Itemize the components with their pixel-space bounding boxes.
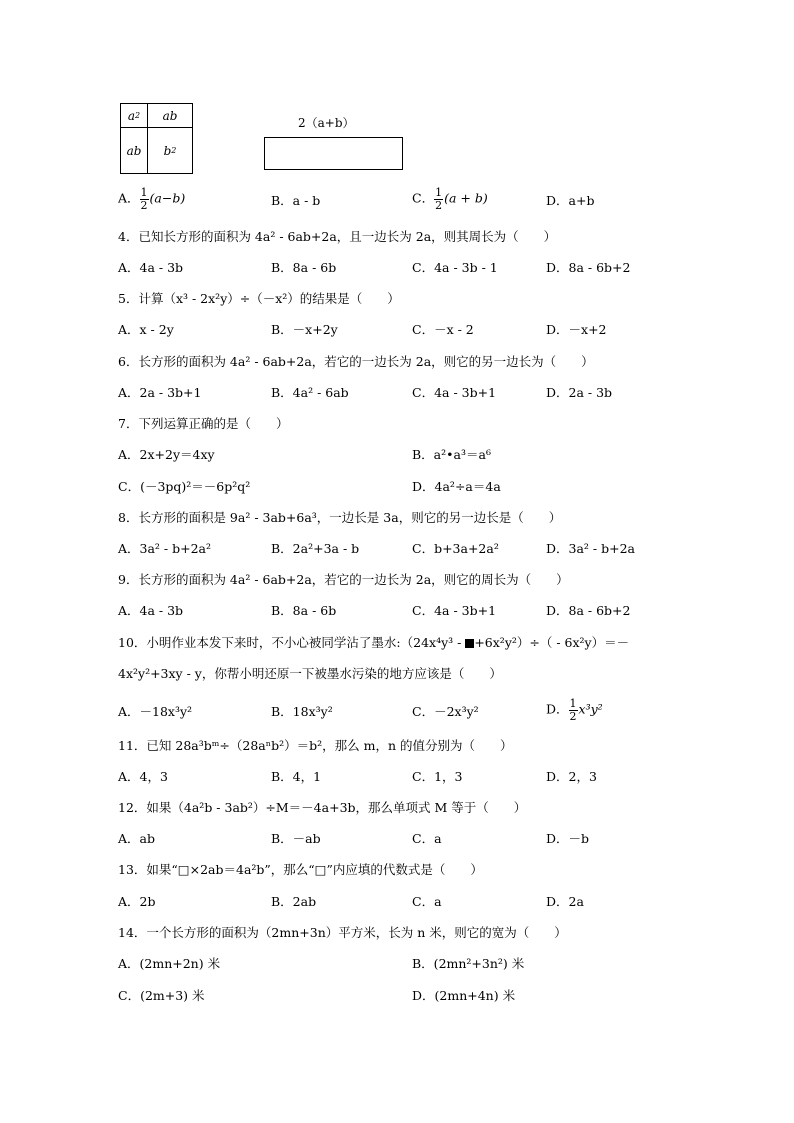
q13-option-c: C．a — [412, 894, 442, 909]
q9-option-b: B．8a - 6b — [271, 603, 337, 618]
q7-option-a: A．2x+2y＝4xy — [118, 447, 215, 462]
q12-option-c: C．a — [412, 831, 442, 846]
q10-stem-line1: 10．小明作业本发下来时，不小心被同学沾了墨水:（24x⁴y³ - +6x²y²）÷（ - 6x²y）＝－ — [118, 635, 630, 650]
q5-option-c: C．－x - 2 — [412, 322, 474, 337]
q10-stem-line2: 4x²y²+3xy - y，你帮小明还原一下被墨水污染的地方应该是（ ） — [118, 666, 502, 681]
q9-stem: 9．长方形的面积为 4a² - 6ab+2a，若它的一边长为 2a，则它的周长为（ ） — [118, 572, 569, 587]
q8-option-d: D．3a² - b+2a — [546, 541, 635, 556]
area-grid-figure — [120, 103, 193, 174]
q14-stem: 14．一个长方形的面积为（2mn+3n）平方米，长为 n 米，则它的宽为（ ） — [118, 925, 567, 940]
rectangle-label: 2（a+b） — [298, 116, 355, 130]
q5-option-a: A．x - 2y — [118, 322, 174, 337]
grid-cell-ab-left: ab — [126, 143, 142, 158]
q4-option-d: D．8a - 6b+2 — [546, 260, 631, 275]
q12-option-d: D．－b — [546, 831, 590, 846]
q13-option-a: A．2b — [118, 894, 156, 909]
q12-option-b: B．－ab — [271, 831, 321, 846]
q3-option-b: B．a - b — [271, 193, 321, 208]
q13-option-b: B．2ab — [271, 894, 317, 909]
q14-option-a: A．(2mn+2n) 米 — [118, 956, 221, 971]
q12-stem: 12．如果（4a²b - 3ab²）÷M＝－4a+3b，那么单项式 M 等于（ ） — [118, 800, 527, 815]
ink-blot-icon — [465, 639, 474, 648]
q9-option-a: A．4a - 3b — [118, 603, 184, 618]
q13-stem: 13．如果“□×2ab＝4a²b”，那么“□”内应填的代数式是（ ） — [118, 862, 483, 877]
q4-option-b: B．8a - 6b — [271, 260, 337, 275]
q5-option-b: B．－x+2y — [271, 322, 338, 337]
grid-cell-ab-top: ab — [162, 108, 178, 123]
q11-stem: 11．已知 28a³bᵐ÷（28aⁿb²）＝b²，那么 m，n 的值分别为（ ） — [118, 738, 513, 753]
q3-option-d: D．a+b — [546, 193, 595, 208]
q9-option-c: C．4a - 3b+1 — [412, 603, 497, 618]
grid-cell-a-squared: a 2 — [127, 108, 141, 123]
q6-stem: 6．长方形的面积为 4a² - 6ab+2a，若它的一边长为 2a，则它的另一边长为（ ） — [118, 354, 594, 369]
q10-option-c: C．－2x³y² — [412, 704, 479, 719]
q6-option-a: A．2a - 3b+1 — [118, 385, 202, 400]
q11-option-c: C．1，3 — [412, 769, 463, 784]
q4-option-a: A．4a - 3b — [118, 260, 184, 275]
q5-stem: 5．计算（x³ - 2x²y）÷（－x²）的结果是（ ） — [118, 291, 400, 306]
q14-option-b: B．(2mn²+3n²) 米 — [412, 956, 525, 971]
q10-option-a: A．－18x³y² — [118, 704, 193, 719]
q7-option-d: D．4a²÷a＝4a — [412, 479, 501, 494]
q10-option-d: D． $\frac{1}{2}$ x³y² — [546, 697, 603, 723]
rectangle-figure — [264, 137, 403, 170]
q10-option-b: B．18x³y² — [271, 704, 333, 719]
q3-option-a: A． $\frac{1}{2}$ (a−b) — [118, 186, 186, 212]
q6-option-c: C．4a - 3b+1 — [412, 385, 497, 400]
q9-option-d: D．8a - 6b+2 — [546, 603, 631, 618]
q3-option-c: C． $\frac{1}{2}$ (a + b) — [412, 186, 488, 212]
grid-cell-b-squared: b 2 — [163, 143, 177, 158]
q14-option-c: C．(2m+3) 米 — [118, 988, 205, 1003]
q4-option-c: C．4a - 3b - 1 — [412, 260, 498, 275]
q14-option-d: D．(2mn+4n) 米 — [412, 988, 516, 1003]
q11-option-a: A．4，3 — [118, 769, 168, 784]
q13-option-d: D．2a — [546, 894, 584, 909]
q6-option-d: D．2a - 3b — [546, 385, 613, 400]
q12-option-a: A．ab — [118, 831, 155, 846]
q8-option-b: B．2a²+3a - b — [271, 541, 360, 556]
q5-option-d: D．－x+2 — [546, 322, 607, 337]
q11-option-d: D．2，3 — [546, 769, 597, 784]
q8-option-a: A．3a² - b+2a² — [118, 541, 212, 556]
q11-option-b: B．4，1 — [271, 769, 322, 784]
q6-option-b: B．4a² - 6ab — [271, 385, 349, 400]
q7-option-c: C．(－3pq)²＝－6p²q² — [118, 479, 251, 494]
q7-option-b: B．a²•a³＝a⁶ — [412, 447, 491, 462]
q8-option-c: C．b+3a+2a² — [412, 541, 499, 556]
q8-stem: 8．长方形的面积是 9a² - 3ab+6a³，一边长是 3a，则它的另一边长是（ ） — [118, 510, 562, 525]
q4-stem: 4．已知长方形的面积为 4a² - 6ab+2a，且一边长为 2a，则其周长为（ ） — [118, 229, 557, 244]
q7-stem: 7．下列运算正确的是（ ） — [118, 416, 289, 431]
